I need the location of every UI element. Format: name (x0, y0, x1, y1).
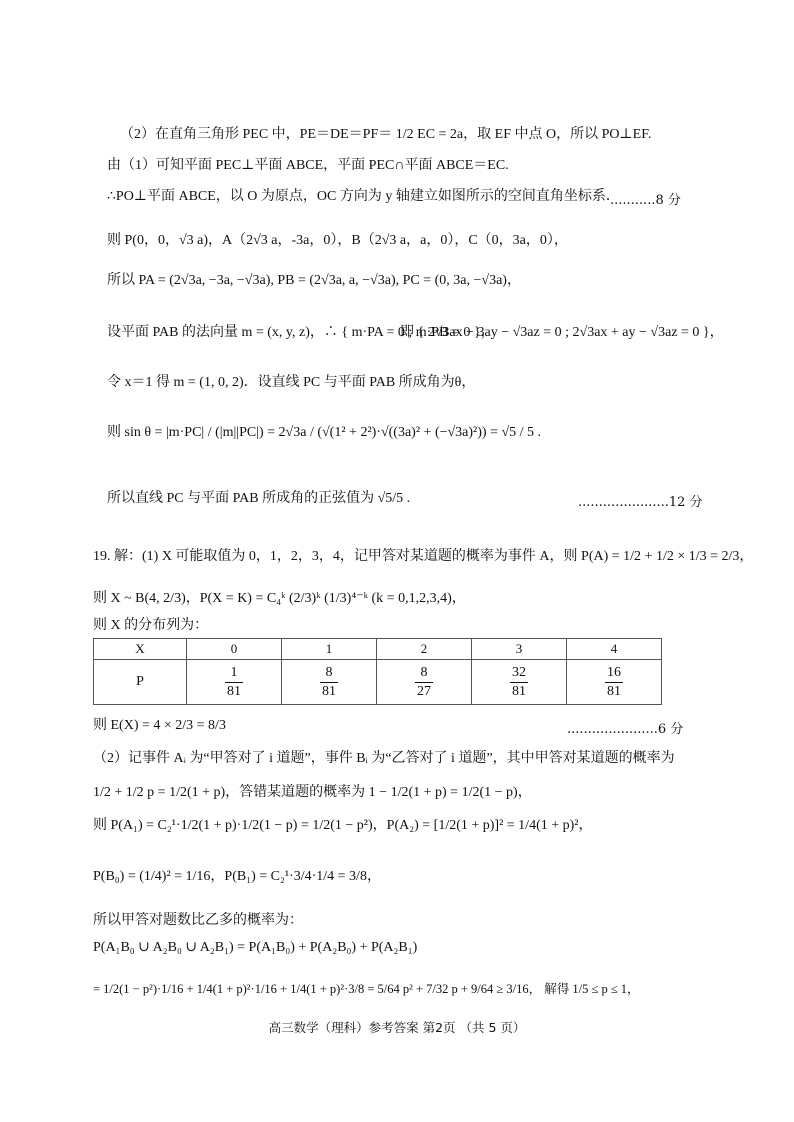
q19-line-2: 则 X ~ B(4, 2/3)，P(X = K) = C₄ᵏ (2/3)ᵏ (1/3)⁴⁻ᵏ (k = 0,1,2,3,4)， (93, 591, 466, 606)
table-row (94, 639, 662, 660)
denominator: 81 (512, 683, 526, 699)
table-header-x: X (94, 639, 187, 660)
denominator: 81 (227, 683, 241, 699)
score-12: ......................12 分 (578, 495, 703, 510)
q19-line-9: 所以甲答对题数比乙多的概率为： (93, 913, 303, 928)
table-cell (282, 660, 377, 705)
denominator: 81 (607, 683, 621, 699)
part2-line-7: 令 x＝1 得 m = (1, 0, 2)．设直线 PC 与平面 PAB 所成角为θ， (107, 375, 476, 390)
q19-line-10: P(A₁B₀ ∪ A₂B₀ ∪ A₂B₁) = P(A₁B₀) + P(A₂B₀) + P(A₂B₁) (93, 940, 418, 955)
fraction (510, 664, 528, 701)
numerator: 8 (415, 664, 433, 683)
q19-line-3: 则 X 的分布列为： (93, 618, 209, 633)
table-row-label: P (94, 660, 187, 705)
score-8: ...........8 分 (610, 193, 681, 208)
part2-line-4: 则 P(0，0，√3 a)，A（2√3 a，-3a，0），B（2√3 a，a，0），C（0，3a，0）， (107, 233, 568, 248)
part2-line-9: 所以直线 PC 与平面 PAB 所成角的正弦值为 √5/5 . (107, 491, 411, 506)
part2-line-3: ∴PO⊥平面 ABCE，以 O 为原点，OC 方向为 y 轴建立如图所示的空间直角坐标系． (107, 189, 620, 204)
numerator: 32 (510, 664, 528, 683)
q19-line-11: = 1/2(1 − p²)·1/16 + 1/4(1 + p)²·1/16 + 1/4(1 + p)²·3/8 = 5/64 p² + 7/32 p + 9/64 ≥ 3/16， 解得 1/5 ≤ p ≤ 1， (93, 982, 640, 996)
part2-line-6b: 即 { 2√3ax − 3ay − √3az = 0 ; 2√3ax + ay − √3az = 0 }， (400, 325, 724, 340)
table-cell (567, 660, 662, 705)
table-cell (187, 660, 282, 705)
distribution-table (93, 638, 662, 705)
q19-line-4: 则 E(X) = 4 × 2/3 = 8/3 (93, 718, 226, 733)
part2-line-5: 所以 PA = (2√3a, −3a, −√3a), PB = (2√3a, a, −√3a), PC = (0, 3a, −√3a)， (107, 273, 521, 288)
q19-line-5: （2）记事件 Aᵢ 为“甲答对了 i 道题”，事件 Bᵢ 为“乙答对了 i 道题”，其中甲答对某道题的概率为 (93, 751, 675, 766)
table-header-cell: 3 (472, 639, 567, 660)
denominator: 81 (322, 683, 336, 699)
table-header-cell: 2 (377, 639, 472, 660)
part2-line-2: 由（1）可知平面 PEC⊥平面 ABCE，平面 PEC∩平面 ABCE＝EC. (107, 158, 509, 173)
table-header-cell: 1 (282, 639, 377, 660)
numerator: 1 (225, 664, 243, 683)
fraction (415, 664, 433, 701)
part2-line-6a: 设平面 PAB 的法向量 m = (x, y, z)，∴ { m·PA = 0 ; m·PB = 0 }， (107, 325, 495, 340)
fraction (320, 664, 338, 701)
numerator: 8 (320, 664, 338, 683)
q19-line-1: 19. 解：(1) X 可能取值为 0，1，2，3，4，记甲答对某道题的概率为事件 A，则 P(A) = 1/2 + 1/2 × 1/3 = 2/3， (93, 549, 754, 564)
q19-line-8: P(B₀) = (1/4)² = 1/16，P(B₁) = C₂¹·3/4·1/4 = 3/8， (93, 869, 381, 884)
table-cell (377, 660, 472, 705)
q19-line-7: 则 P(A₁) = C₂¹·1/2(1 + p)·1/2(1 − p) = 1/2(1 − p²)，P(A₂) = [1/2(1 + p)]² = 1/4(1 + p)²， (93, 818, 593, 833)
table-header-cell: 4 (567, 639, 662, 660)
page-footer: 高三数学（理科）参考答案 第2页 （共 5 页） (268, 1020, 526, 1035)
part2-line-8: 则 sin θ = |m·PC| / (|m||PC|) = 2√3a / (√(1² + 2²)·√((3a)² + (−√3a)²)) = √5 / 5 . (107, 425, 542, 440)
numerator: 16 (605, 664, 623, 683)
score-6: ......................6 分 (567, 722, 684, 737)
fraction (225, 664, 243, 701)
q19-line-6: 1/2 + 1/2 p = 1/2(1 + p)，答错某道题的概率为 1 − 1/2(1 + p) = 1/2(1 − p)， (93, 785, 532, 800)
table-row (94, 660, 662, 705)
part2-line-1: （2）在直角三角形 PEC 中，PE＝DE＝PF＝ 1/2 EC = 2a，取 EF 中点 O，所以 PO⊥EF. (120, 127, 652, 142)
table-header-cell: 0 (187, 639, 282, 660)
fraction (605, 664, 623, 701)
denominator: 27 (417, 683, 431, 699)
table-cell (472, 660, 567, 705)
